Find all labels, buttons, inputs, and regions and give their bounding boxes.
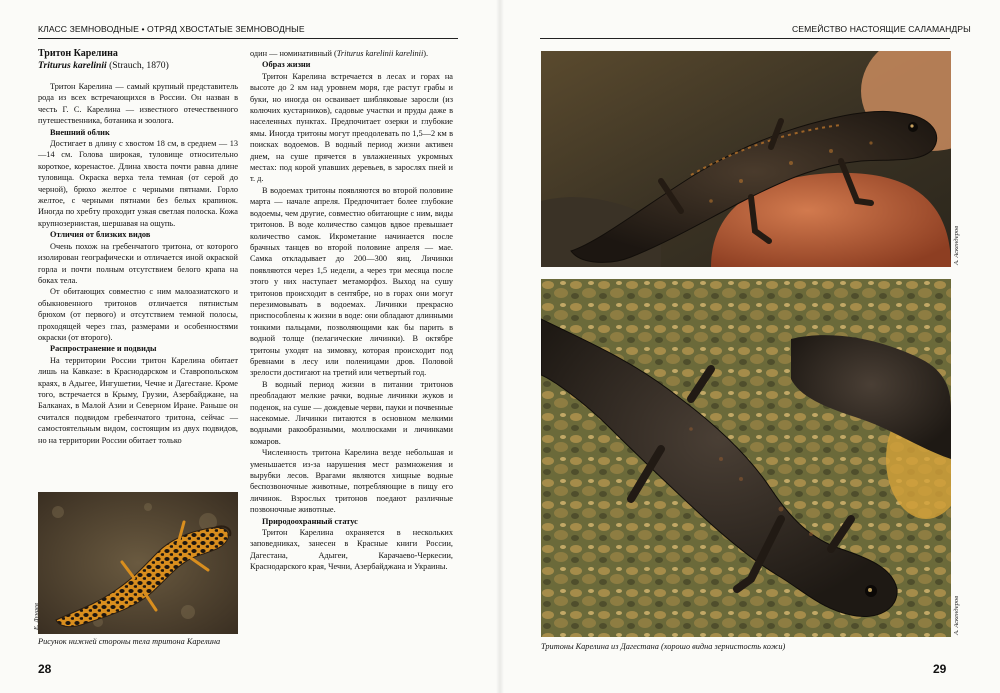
photo-credit-top: А. Аскендеров (953, 225, 960, 265)
differences-paragraph-2: От обитающих совместно с ним малоазиатского и обыкновенного тритонов отличается пятнистым брюхом (от первого) и отсутствием темной полосы, проходящей через глаз, размерами и особенностями окраски (от второго). (38, 287, 238, 342)
header-rule-right (540, 38, 950, 39)
running-head-left: КЛАСС ЗЕМНОВОДНЫЕ • ОТРЯД ХВОСТАТЫЕ ЗЕМНОВОДНЫЕ (38, 24, 305, 34)
life-paragraph-1: Тритон Карелина встречается в лесах и горах на высоте до 2 км над уровнем моря, где растут грабы и буки, но иногда он осваивает шибляковые заросли (из колючих кустарников), садовые участки и пруды даже в населенных пунктах. Предпочитает озерки и глубокие ямы. Иногда тритоны могут преодолевать по 1,5—2 км в поисках водоемов. В водный период жизни активен днем, на суше прячется в увлажненных укромных местах: под корой упавших деревьев, в зарослях пней и т. д. (250, 71, 453, 184)
life-paragraph-4: Численность тритона Карелина везде небольшая и уменьшается из-за нарушения мест размножения и вырубки лесов. Врагами являются хищные водные беспозвоночные животные, потребляющие в пищу его личинок. Взрослых тритонов поедают различные позвоночные животные. (250, 448, 453, 515)
continuation-paragraph (250, 48, 453, 59)
life-heading: Образ жизни (262, 60, 311, 70)
intro-paragraph: Тритон Карелина — самый крупный представитель рода из всех встречающихся в России. Он назван в честь Г. С. Карелина — известного отечественного путешественника, ботаника и зоолога. (38, 82, 238, 126)
photo-caption-left: Рисунок нижней стороны тела тритона Карелина (38, 637, 221, 646)
subspecies-latin: Triturus karelinii karelinii (336, 49, 424, 58)
differences-paragraph-1: Очень похож на гребенчатого тритона, от которого изолирован географически и отличается иной окраской горла и почти полным отсутствием белого крапа на боках тела. (38, 241, 238, 285)
photo-caption-right: Тритоны Карелина из Дагестана (хорошо видна зернистость кожи) (541, 642, 786, 651)
running-head-right: СЕМЕЙСТВО НАСТОЯЩИЕ САЛАМАНДРЫ (792, 24, 971, 34)
range-paragraph: На территории России тритон Карелина обитает лишь на Кавказе: в Краснодарском и Ставропольском краях, в Адыгее, Ингушетии, Чечне и Дагестане. Кроме того, встречается в Крыму, Грузии, Азербайджане, на Балканах, в Малой Азии и Северном Иране. Раньше он считался подвидом гребенчатого тритона, сейчас — самостоятельным видом, состоящим из двух подвидов, но на территории России обитает только (38, 355, 238, 445)
photo-newts-bottom (541, 279, 951, 637)
text-column-1 (38, 48, 238, 446)
conservation-heading: Природоохранный статус (262, 516, 358, 526)
continuation-text: один — номинативный ( (250, 49, 337, 58)
header-rule-left (38, 38, 458, 39)
page-number-left: 28 (38, 662, 52, 676)
photo-newt-top (541, 51, 951, 267)
article-title: Тритон Карелина (38, 48, 118, 59)
text-column-2 (250, 48, 453, 573)
photo-credit-bottom: А. Аскендеров (953, 595, 960, 635)
appearance-paragraph: Достигает в длину с хвостом 18 см, в среднем — 13—14 см. Голова широкая, туловище относительно короткое, коренастое. Длина хвоста почти равна длине туловища. Окраска верха тела темная (от серой до черной), брюхо желтое с черными пятнами. Горло желтое, с черными пятнами без белых крапинок. Иногда по хребту проходит узкая светлая полоска. Кожа крупнозернистая, шершавая на ощупь. (38, 139, 238, 228)
conservation-paragraph: Тритон Карелина охраняется в нескольких заповедниках, занесен в Красные книги России, Дагестана, Адыгеи, Карачаево-Черкесии, Краснодарского края, Чечни, Азербайджана и Украины. (250, 528, 453, 572)
range-heading: Распространение и подвиды (50, 344, 157, 354)
latin-author: (Strauch, 1870) (109, 60, 169, 71)
photo-newt-belly (38, 492, 238, 634)
latin-binomial: Triturus karelinii (38, 60, 107, 71)
life-paragraph-3: В водный период жизни в питании тритонов преобладают мелкие рачки, водные личинки жуков и поденок, на суше — дождевые черви, пауки и почвенные насекомые. Личинки питаются в основном мелкими водными ракообразными, моллюсками и личинками комаров. (250, 379, 453, 446)
differences-heading: Отличия от близких видов (50, 230, 151, 240)
appearance-heading: Внешний облик (50, 127, 110, 137)
latin-name (38, 60, 238, 72)
life-paragraph-2: В водоемах тритоны появляются во второй половине марта — начале апреля. Предпочитает более глубокие водоемы, чем другие, совместно обитающие с ним, виды тритонов. В воде количество самцов вдвое превышает количество самок. Икрометание начинается после брачных танцев во второй половине апреля — мае. Самка откладывает до 200—300 яиц. Личинки появляются через 1,5 недели, а через три месяца после этого у них наступает метаморфоз. Выход на сушу тритонов происходит в сентябре, но в горах они могут перезимовывать в водоемах. Личинки прекрасно приспособлены к жизни в воде: они обладают длинными тонкими пальцами, позволяющими как бы парить в водной толще (пелагические личинки). В октябре тритоны уходят на зимовку, которая происходит под бревнами в лесу или поленицами дров. Половой зрелости достигают на третий или четвертый год. (250, 185, 453, 378)
continuation-end: ). (423, 49, 429, 58)
page-number-right: 29 (933, 662, 947, 676)
photo-credit-left: Е. Дунаев (33, 603, 40, 630)
